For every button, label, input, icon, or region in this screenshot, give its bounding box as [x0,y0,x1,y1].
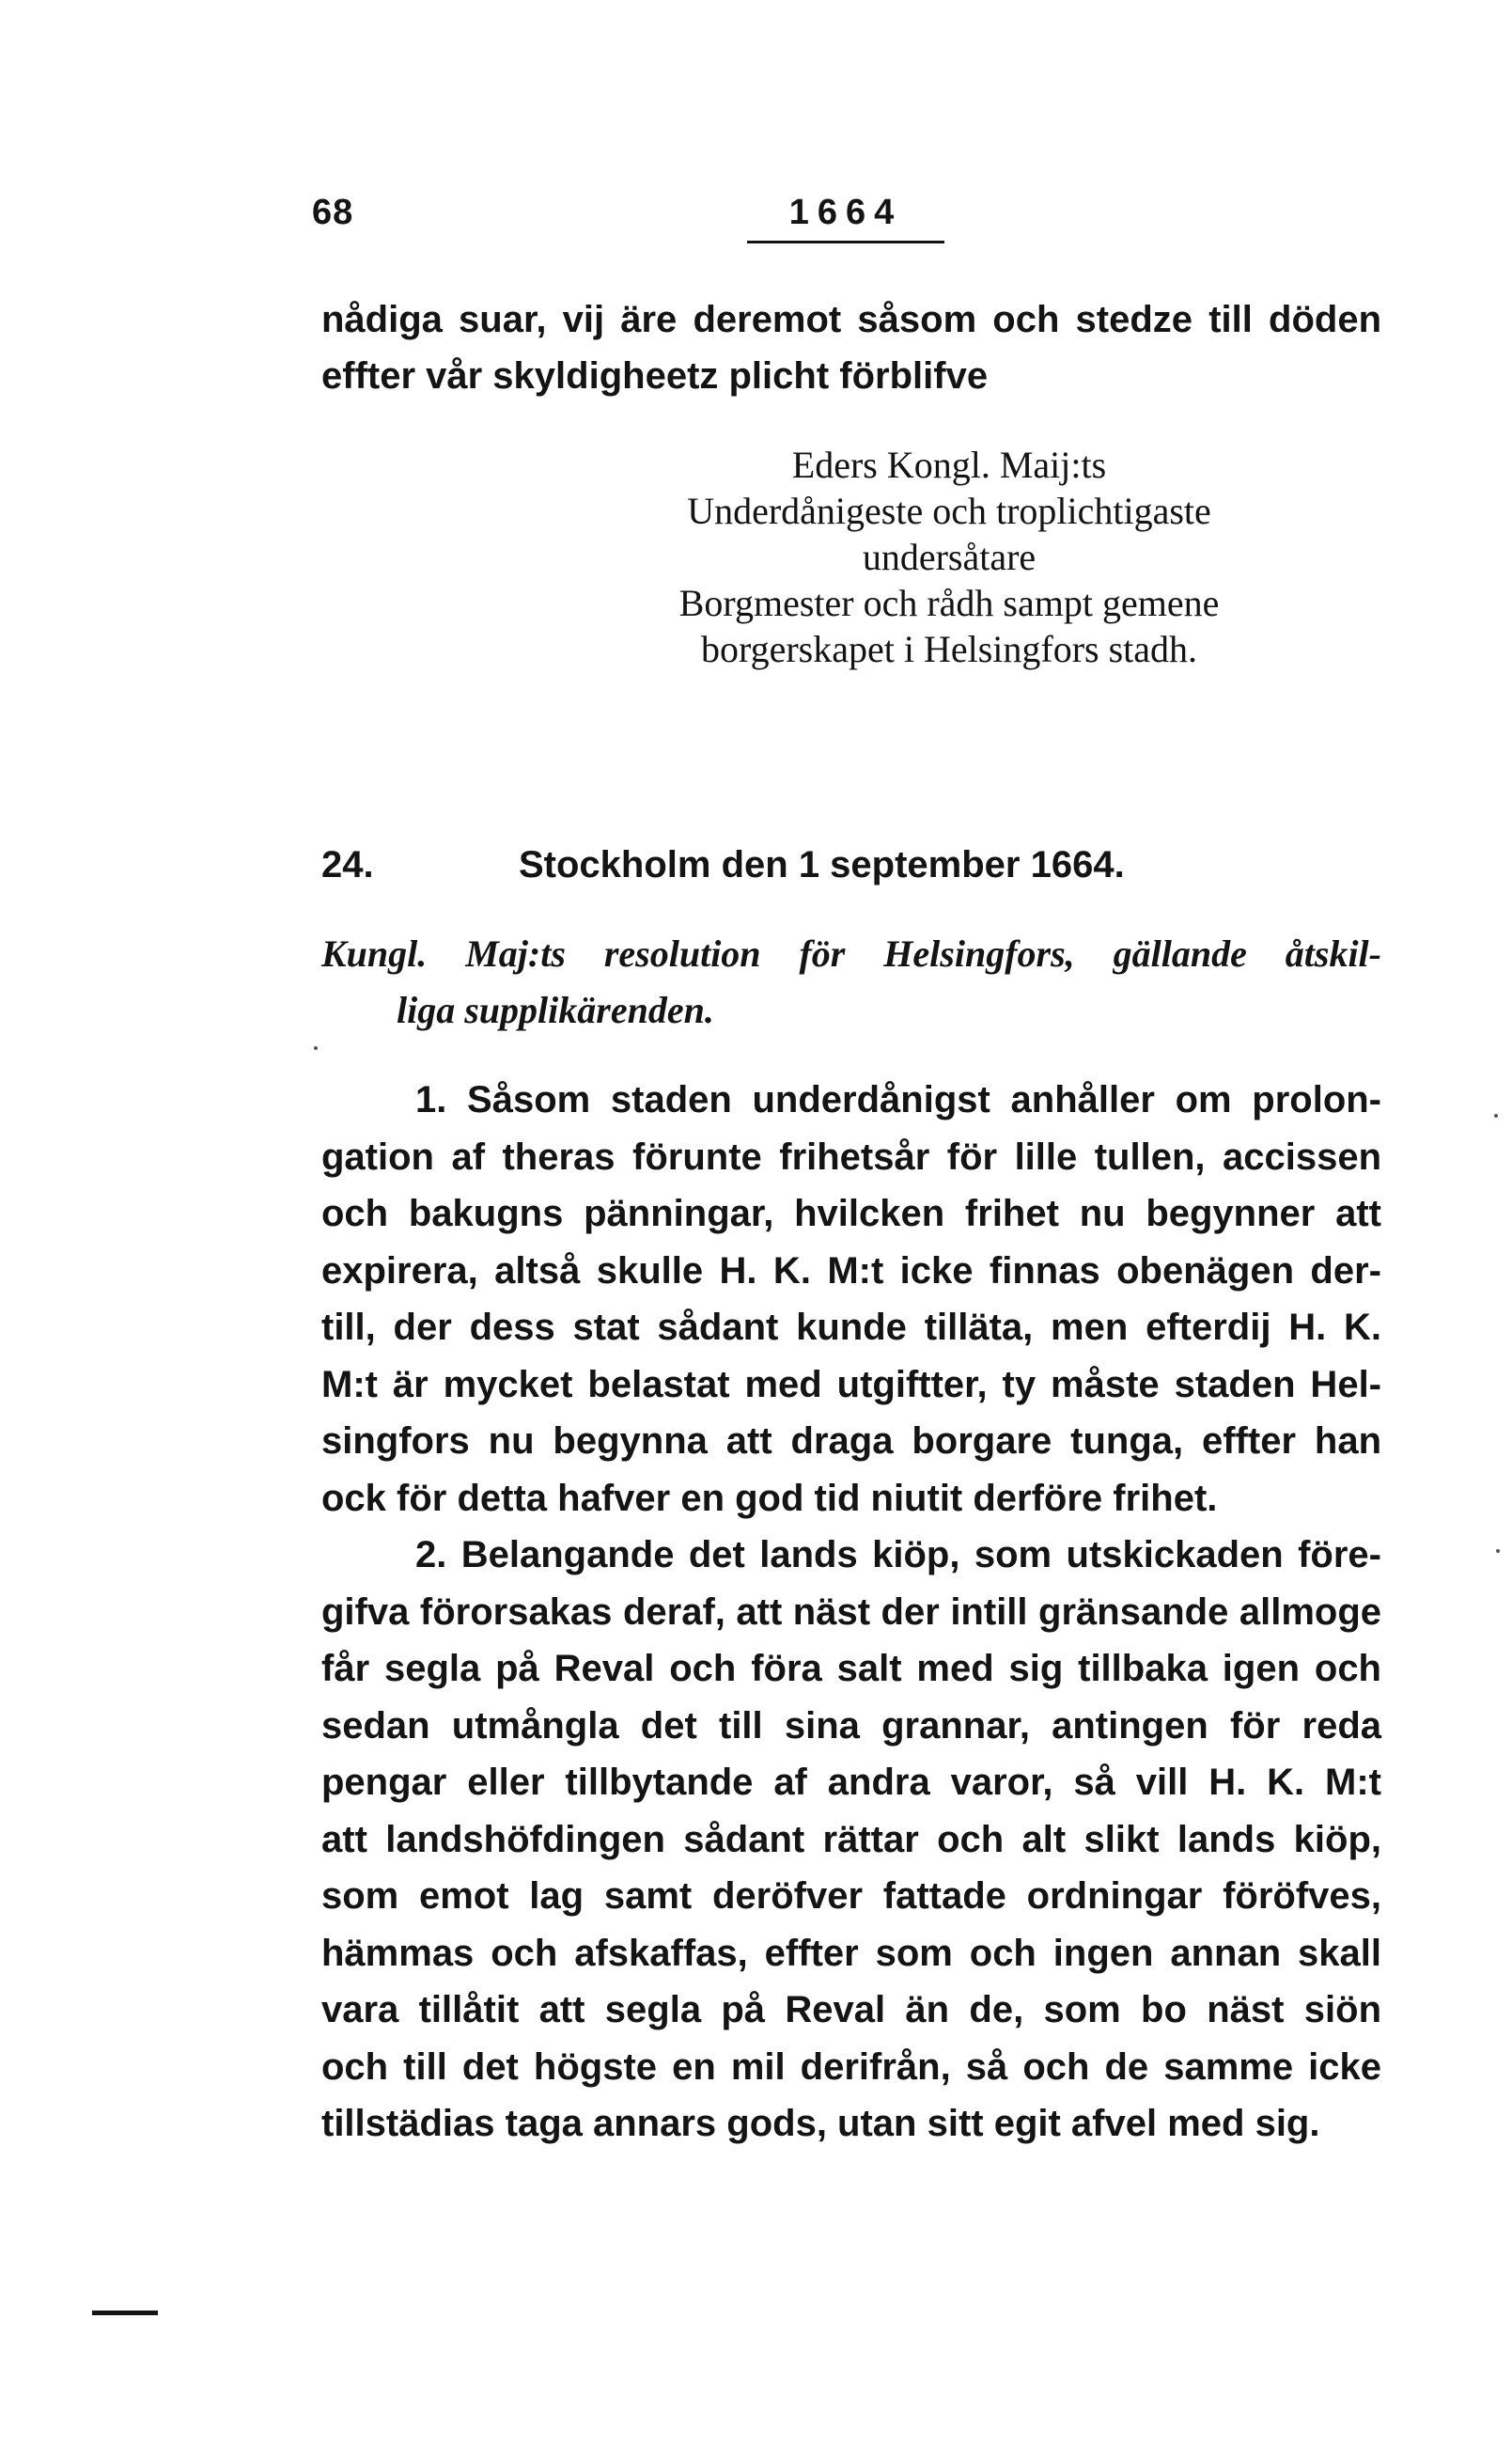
body-line: expirera, altså skulle H. K. M:t icke finnas obenägen der- [321,1249,1381,1292]
signature-block [601,442,1297,672]
signature-line: undersåtare [862,536,1037,578]
text-line: effter vår skyldigheetz plicht förblifve [321,355,989,397]
signature-line: borgerskapet i Helsingfors stadh. [700,628,1198,670]
body-line: och till det högste en mil derifrån, så och de samme icke [321,2045,1381,2088]
opening-paragraph [321,291,1381,404]
body-line: singfors nu begynna att draga borgare tunga, effter han [321,1420,1381,1462]
body-line: sedan utmångla det till sina grannar, antingen för reda [321,1704,1381,1747]
body-line: pengar eller tillbytande af andra varor, så vill H. K. M:t [321,1762,1381,1803]
signature-line: Borgmester och rådh sampt gemene [678,582,1220,624]
document-summary [321,926,1381,1039]
body-line: 2. Belangande det lands kiöp, som utskickaden före- [415,1534,1381,1575]
body-line: 1. Såsom staden underdånigst anhåller om prolon- [415,1079,1381,1120]
speck-mark [314,1046,318,1050]
body-line: hämmas och afskaffas, effter som och ingen annan skall [321,1932,1381,1974]
body-line: som emot lag samt deröfver fattade ordningar föröfves, [321,1875,1381,1917]
document-place-date: Stockholm den 1 september 1664. [519,844,1125,885]
body-line: att landshöfdingen sådant rättar och alt slikt lands kiöp, [321,1818,1381,1860]
document-body [321,1072,1381,2153]
text-line: nådiga suar, vij äre deremot såsom och stedze till döden [321,299,1381,340]
speck-mark [1494,1114,1498,1118]
document-number: 24. [321,844,374,885]
speck-mark [1496,1549,1500,1553]
body-line: gifva förorsakas deraf, att näst der intill gränsande allmoge [321,1590,1381,1633]
signature-line: Underdånigeste och troplichtigaste [687,490,1211,532]
body-line: M:t är mycket belastat med utgiftter, ty måste staden Hel- [321,1363,1381,1405]
running-header-year: 1664 [747,193,944,243]
body-line: till, der dess stat sådant kunde tilläta, men efterdij H. K. [321,1307,1381,1348]
signature-line: Eders Kongl. Maij:ts [791,444,1107,486]
body-line: vara tillåtit att segla på Reval än de, som bo näst siön [321,1989,1381,2030]
body-line: och bakugns pänningar, hvilcken frihet nu begynner att [321,1193,1381,1234]
body-line: ock för detta hafver en god tid niutit derföre frihet. [321,1477,1218,1519]
body-line: tillstädias taga annars gods, utan sitt egit afvel med sig. [321,2103,1320,2144]
margin-dash-mark [92,2311,158,2315]
page-number: 68 [312,193,354,232]
summary-line: Kungl. Maj:ts resolution för Helsingfors, gällande åtskil- [321,932,1381,975]
body-line: gation af theras förunte frihetsår för lille tullen, accissen [321,1136,1381,1178]
summary-line: liga supplikärenden. [397,989,714,1031]
body-line: får segla på Reval och föra salt med sig tillbaka igen och [321,1648,1381,1689]
